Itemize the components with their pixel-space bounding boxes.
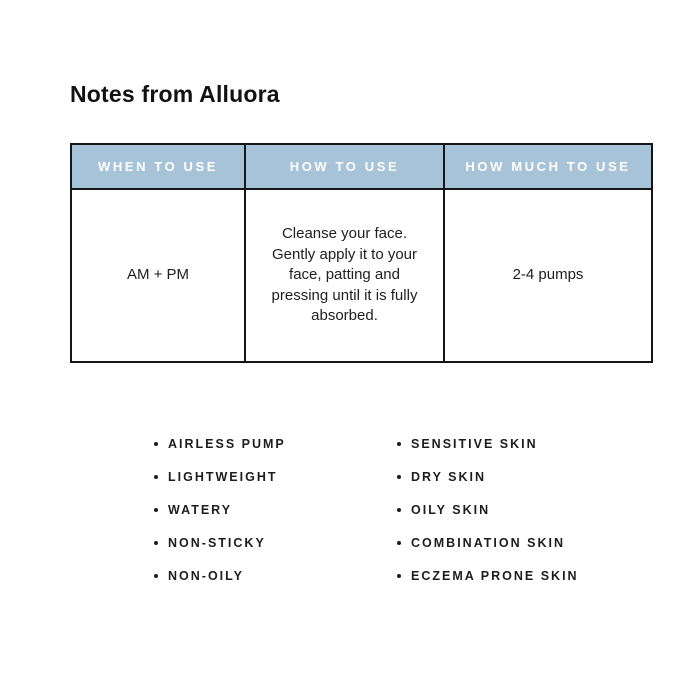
- table-header-how-much-to-use: HOW MUCH TO USE: [445, 145, 651, 190]
- list-item: [154, 460, 286, 493]
- page-title: Notes from Alluora: [70, 81, 280, 108]
- bullet-dot-icon: [154, 475, 158, 479]
- list-item: [397, 526, 579, 559]
- list-item: [397, 559, 579, 592]
- list-item: [397, 460, 579, 493]
- feature-label: WATERY: [168, 502, 233, 517]
- table-cell-when-to-use: AM + PM: [72, 190, 246, 361]
- list-item: [154, 493, 286, 526]
- bullet-dot-icon: [154, 442, 158, 446]
- bullet-dot-icon: [397, 442, 401, 446]
- skin-type-label: DRY SKIN: [411, 469, 487, 484]
- usage-table: [70, 143, 653, 363]
- feature-label: LIGHTWEIGHT: [168, 469, 278, 484]
- list-item: [154, 526, 286, 559]
- feature-label: NON-STICKY: [168, 535, 266, 550]
- list-item: [397, 493, 579, 526]
- list-item: [154, 559, 286, 592]
- skin-type-label: OILY SKIN: [411, 502, 491, 517]
- table-cell-how-to-use: Cleanse your face. Gently apply it to your face, patting and pressing until it is fully absorbed.: [246, 190, 445, 361]
- bullet-dot-icon: [154, 541, 158, 545]
- table-header-how-to-use: HOW TO USE: [246, 145, 445, 190]
- bullet-dot-icon: [397, 508, 401, 512]
- table-cell-how-much-to-use: 2-4 pumps: [512, 266, 584, 284]
- bullet-dot-icon: [397, 541, 401, 545]
- skin-type-label: COMBINATION SKIN: [411, 535, 565, 550]
- bullet-dot-icon: [397, 475, 401, 479]
- list-item: [397, 427, 579, 460]
- bullet-dot-icon: [154, 574, 158, 578]
- skin-type-label: ECZEMA PRONE SKIN: [411, 568, 579, 583]
- feature-label: NON-OILY: [168, 568, 244, 583]
- feature-label: AIRLESS PUMP: [168, 436, 286, 451]
- bullet-dot-icon: [397, 574, 401, 578]
- skin-type-label: SENSITIVE SKIN: [411, 436, 538, 451]
- table-header-when-to-use: WHEN TO USE: [72, 145, 246, 190]
- product-features-list: [154, 427, 286, 592]
- bullet-dot-icon: [154, 508, 158, 512]
- skin-types-list: [397, 427, 579, 592]
- list-item: [154, 427, 286, 460]
